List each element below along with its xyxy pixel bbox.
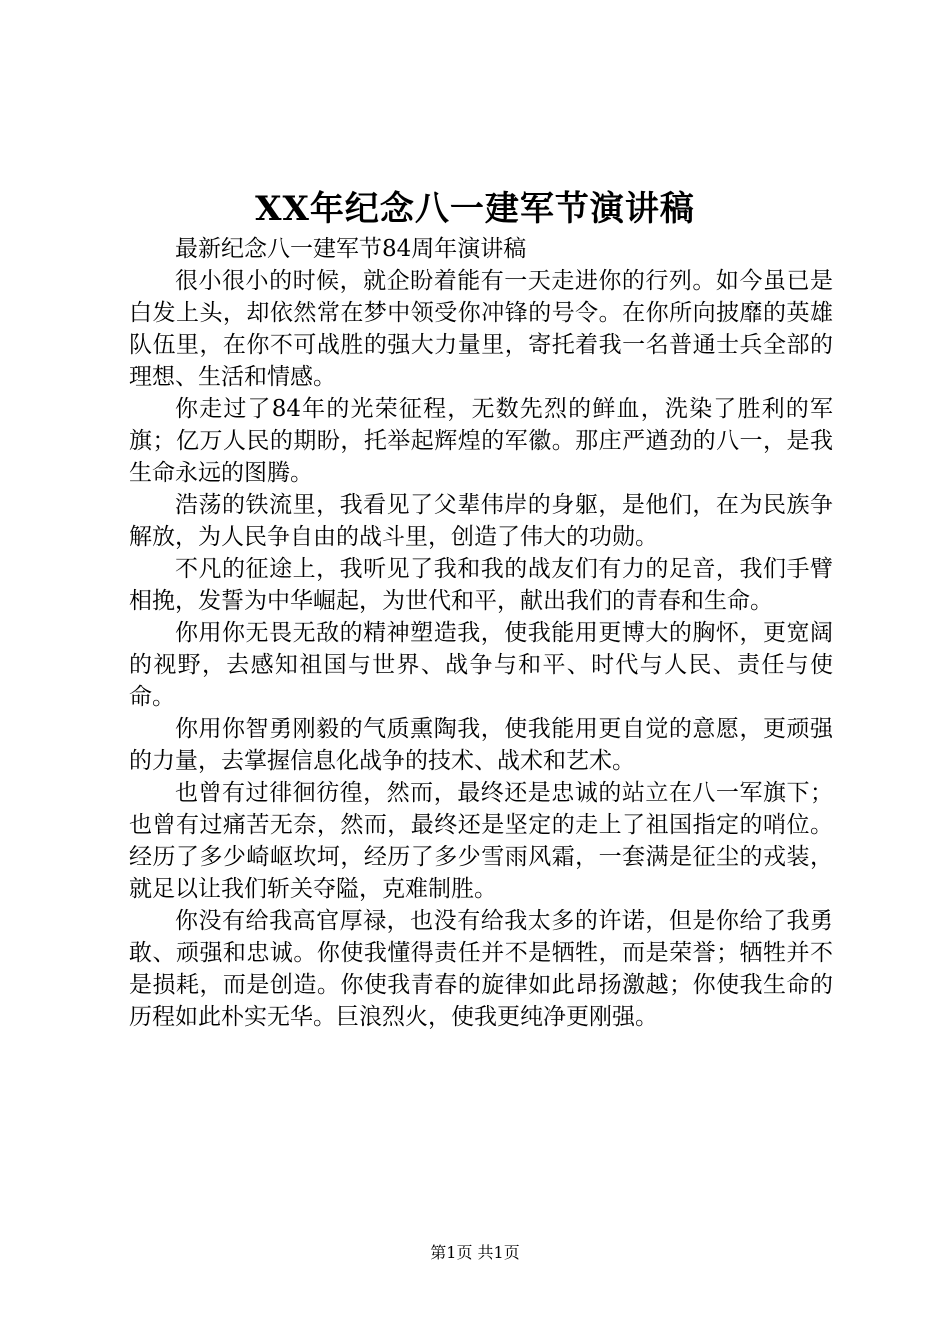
document-title: XX年纪念八一建军节演讲稿 [255,189,695,229]
paragraph: 不凡的征途上，我听见了我和我的战友们有力的足音，我们手臂相挽，发誓为中华崛起，为世代和平，献出我们的青春和生命。 [129,556,833,614]
paragraph: 很小很小的时候，就企盼着能有一天走进你的行列。如今虽已是白发上头，却依然常在梦中领受你冲锋的号令。在你所向披靡的英雄队伍里，在你不可战胜的强大力量里，寄托着我一名普通士兵全部的理想、生活和情感。 [129,268,833,390]
paragraph: 也曾有过徘徊彷徨，然而，最终还是忠诚的站立在八一军旗下；也曾有过痛苦无奈，然而，最终还是坚定的走上了祖国指定的哨位。经历了多少崎岖坎坷，经历了多少雪雨风霜，一套满是征尘的戎装，就足以让我们斩关夺隘，克难制胜。 [129,780,833,902]
document-body [129,233,833,1033]
page-footer: 第1页 共1页 [430,1243,520,1262]
paragraph: 你用你智勇刚毅的气质熏陶我，使我能用更自觉的意愿，更顽强的力量，去掌握信息化战争的技术、战术和艺术。 [129,716,833,774]
paragraph: 你用你无畏无敌的精神塑造我，使我能用更博大的胸怀，更宽阔的视野，去感知祖国与世界、战争与和平、时代与人民、责任与使命。 [129,620,833,710]
paragraph: 你走过了84年的光荣征程，无数先烈的鲜血，洗染了胜利的军旗；亿万人民的期盼，托举起辉煌的军徽。那庄严遒劲的八一，是我生命永远的图腾。 [129,396,833,486]
paragraph: 你没有给我高官厚禄，也没有给我太多的许诺，但是你给了我勇敢、顽强和忠诚。你使我懂得责任并不是牺牲，而是荣誉；牺牲并不是损耗，而是创造。你使我青春的旋律如此昂扬激越；你使我生命的历程如此朴实无华。巨浪烈火，使我更纯净更刚强。 [129,908,833,1030]
paragraph-subtitle: 最新纪念八一建军节84周年演讲稿 [175,236,527,262]
paragraph: 浩荡的铁流里，我看见了父辈伟岸的身躯，是他们，在为民族争解放，为人民争自由的战斗里，创造了伟大的功勋。 [129,492,833,550]
